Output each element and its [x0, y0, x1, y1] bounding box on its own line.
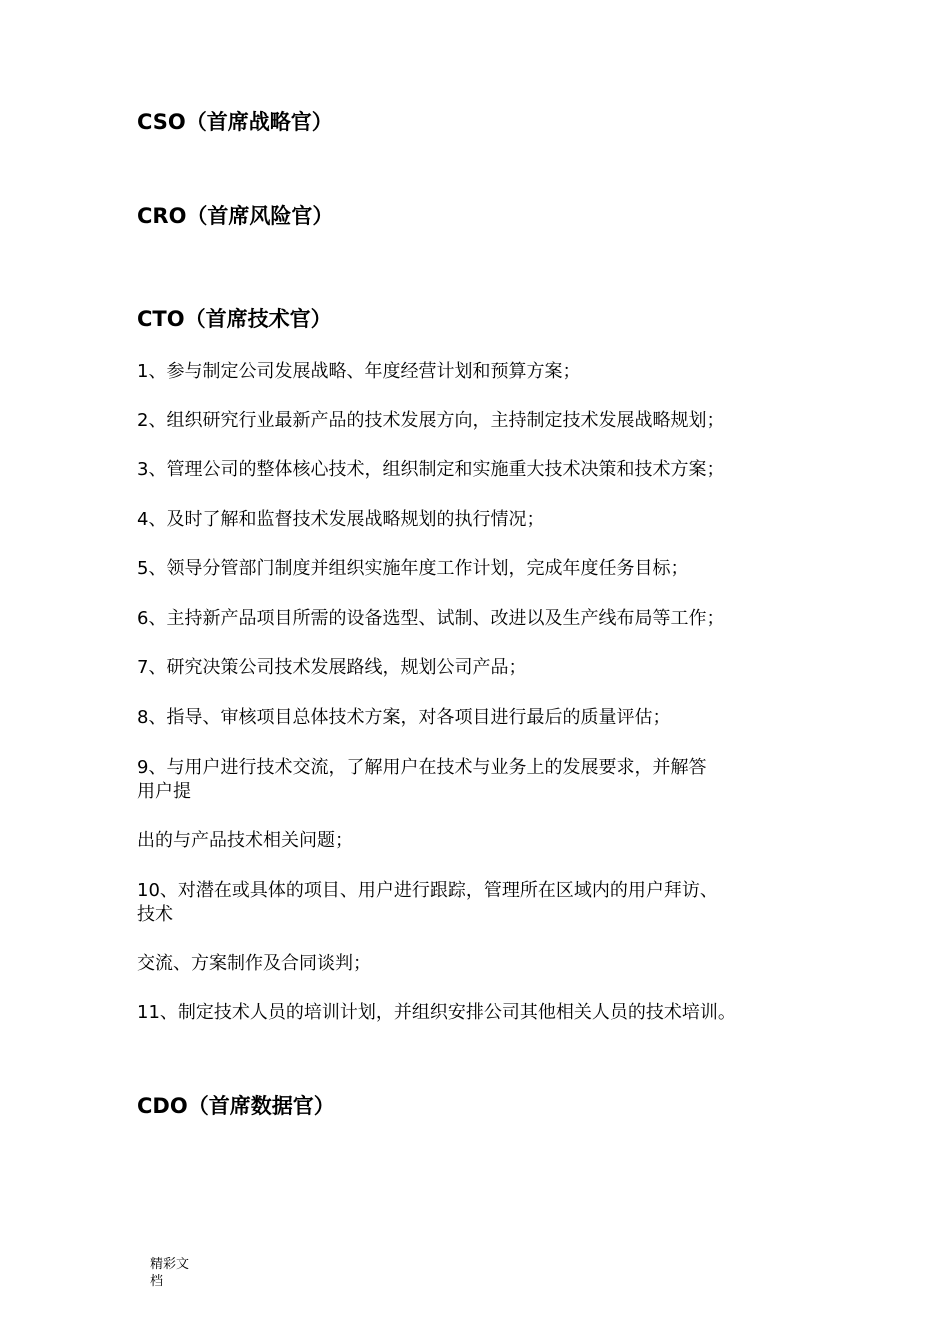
- heading-cso: CSO（首席战略官）: [137, 110, 333, 134]
- cto-item-10-line1: 10、对潜在或具体的项目、用户进行跟踪，管理所在区域内的用户拜访、: [137, 880, 718, 901]
- cto-item-6: 6、主持新产品项目所需的设备选型、试制、改进以及生产线布局等工作；: [137, 608, 725, 629]
- cto-item-5: 5、领导分管部门制度并组织实施年度工作计划，完成年度任务目标；: [137, 558, 689, 579]
- cto-item-3: 3、管理公司的整体核心技术，组织制定和实施重大技术决策和技术方案；: [137, 459, 725, 480]
- cto-item-8: 8、指导、审核项目总体技术方案，对各项目进行最后的质量评估；: [137, 707, 671, 728]
- heading-cro: CRO（首席风险官）: [137, 204, 334, 228]
- footer-line-1: 精彩文: [150, 1257, 190, 1272]
- footer-line-2: 档: [150, 1274, 164, 1289]
- cto-item-9-line1: 9、与用户进行技术交流，了解用户在技术与业务上的发展要求，并解答: [137, 757, 707, 778]
- cto-item-9-line2: 用户提: [137, 781, 191, 802]
- cto-item-4: 4、及时了解和监督技术发展战略规划的执行情况；: [137, 509, 545, 530]
- heading-cto: CTO（首席技术官）: [137, 307, 332, 331]
- cto-item-7: 7、研究决策公司技术发展路线，规划公司产品；: [137, 657, 527, 678]
- cto-item-2: 2、组织研究行业最新产品的技术发展方向，主持制定技术发展战略规划；: [137, 410, 725, 431]
- page-footer: [150, 1256, 200, 1290]
- heading-cdo: CDO（首席数据官）: [137, 1094, 335, 1118]
- cto-item-10-line2: 技术: [137, 904, 173, 925]
- cto-item-1: 1、参与制定公司发展战略、年度经营计划和预算方案；: [137, 361, 581, 382]
- cto-item-10-continuation: 交流、方案制作及合同谈判；: [137, 953, 371, 974]
- cto-item-9-continuation: 出的与产品技术相关问题；: [137, 830, 353, 851]
- cto-item-11: 11、制定技术人员的培训计划，并组织安排公司其他相关人员的技术培训。: [137, 1002, 736, 1023]
